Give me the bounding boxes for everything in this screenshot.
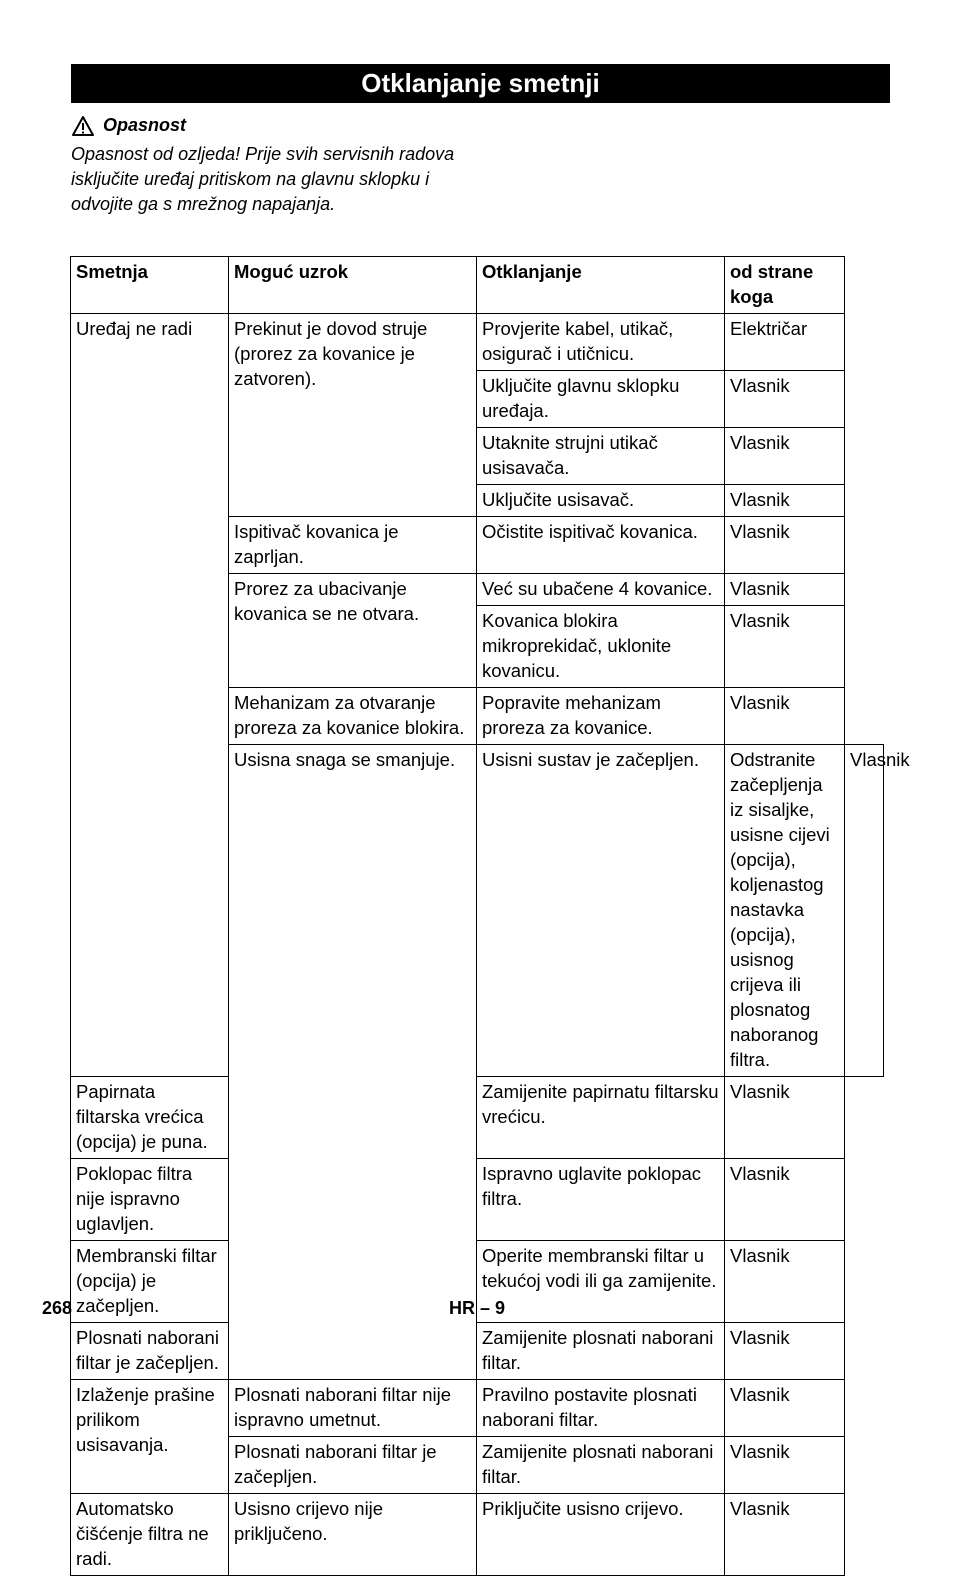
remedy-cell: Zamijenite plosnati naborani filtar. <box>477 1437 725 1494</box>
column-header: od strane koga <box>725 257 845 314</box>
responsible-cell: Vlasnik <box>725 1159 845 1241</box>
column-header: Moguć uzrok <box>229 257 477 314</box>
cause-cell: Plosnati naborani filtar je začepljen. <box>71 1323 229 1380</box>
cause-cell: Plosnati naborani filtar je začepljen. <box>229 1437 477 1494</box>
responsible-cell: Vlasnik <box>725 1077 845 1159</box>
remedy-cell: Provjerite kabel, utikač, osigurač i utičnicu. <box>477 314 725 371</box>
warning-text: Opasnost od ozljeda! Prije svih servisnih radova isključite uređaj pritiskom na glavnu sklopku i odvojite ga s mrežnog napajanja. <box>71 144 455 214</box>
cause-cell: Prorez za ubacivanje kovanica se ne otvara. <box>229 574 477 688</box>
table-row <box>71 1077 884 1159</box>
table-row <box>71 1380 884 1437</box>
cause-cell: Papirnata filtarska vrećica (opcija) je puna. <box>71 1077 229 1159</box>
cause-cell: Usisno crijevo nije priključeno. <box>229 1494 477 1576</box>
cause-cell: Mehanizam za otvaranje proreza za kovanice blokira. <box>229 688 477 745</box>
remedy-cell: Kovanica blokira mikroprekidač, uklonite kovanicu. <box>477 606 725 688</box>
warning-heading <box>71 113 491 138</box>
cause-cell: Membranski filtar (opcija) je začepljen. <box>71 1241 229 1323</box>
fault-cell: Automatsko čišćenje filtra ne radi. <box>71 1494 229 1576</box>
responsible-cell: Vlasnik <box>725 1494 845 1576</box>
remedy-cell: Uključite usisavač. <box>477 485 725 517</box>
cause-cell: Usisni sustav je začepljen. <box>477 745 725 1077</box>
troubleshooting-table <box>70 256 910 1576</box>
responsible-cell: Vlasnik <box>725 1241 845 1323</box>
table-row <box>71 314 884 371</box>
fault-cell: Usisna snaga se smanjuje. <box>229 745 477 1380</box>
table-row <box>71 1159 884 1241</box>
page-title: Otklanjanje smetnji <box>71 64 890 103</box>
table-row <box>71 1323 884 1380</box>
responsible-cell: Vlasnik <box>725 517 845 574</box>
remedy-cell: Uključite glavnu sklopku uređaja. <box>477 371 725 428</box>
responsible-cell: Vlasnik <box>725 428 845 485</box>
responsible-cell: Vlasnik <box>725 688 845 745</box>
remedy-cell: Već su ubačene 4 kovanice. <box>477 574 725 606</box>
remedy-cell: Ispravno uglavite poklopac filtra. <box>477 1159 725 1241</box>
warning-heading-text: Opasnost <box>103 115 187 135</box>
responsible-cell: Vlasnik <box>725 574 845 606</box>
responsible-cell: Električar <box>725 314 845 371</box>
responsible-cell: Vlasnik <box>845 745 884 1077</box>
column-header: Smetnja <box>71 257 229 314</box>
remedy-cell: Operite membranski filtar u tekućoj vodi ili ga zamijenite. <box>477 1241 725 1323</box>
fault-cell: Izlaženje prašine prilikom usisavanja. <box>71 1380 229 1494</box>
remedy-cell: Utaknite strujni utikač usisavača. <box>477 428 725 485</box>
remedy-cell: Pravilno postavite plosnati naborani filtar. <box>477 1380 725 1437</box>
warning-block <box>71 113 491 217</box>
cause-cell: Prekinut je dovod struje (prorez za kovanice je zatvoren). <box>229 314 477 517</box>
remedy-cell: Priključite usisno crijevo. <box>477 1494 725 1576</box>
responsible-cell: Vlasnik <box>725 606 845 688</box>
remedy-cell: Odstranite začepljenja iz sisaljke, usisne cijevi (opcija), koljenastog nastavka (opcija), usisnog crijeva ili plosnatog naboranog filtra. <box>725 745 845 1077</box>
cause-cell: Poklopac filtra nije ispravno uglavljen. <box>71 1159 229 1241</box>
warning-triangle-icon <box>71 115 95 137</box>
remedy-cell: Zamijenite plosnati naborani filtar. <box>477 1323 725 1380</box>
cause-cell: Ispitivač kovanica je zaprljan. <box>229 517 477 574</box>
responsible-cell: Vlasnik <box>725 1380 845 1437</box>
column-header: Otklanjanje <box>477 257 725 314</box>
remedy-cell: Zamijenite papirnatu filtarsku vrećicu. <box>477 1077 725 1159</box>
remedy-cell: Popravite mehanizam proreza za kovanice. <box>477 688 725 745</box>
table-header-row <box>71 257 884 314</box>
page-number: 268 <box>42 1298 73 1318</box>
responsible-cell: Vlasnik <box>725 485 845 517</box>
responsible-cell: Vlasnik <box>725 371 845 428</box>
cause-cell: Plosnati naborani filtar nije ispravno umetnut. <box>229 1380 477 1437</box>
table-row <box>71 1494 884 1576</box>
fault-cell: Uređaj ne radi <box>71 314 229 1077</box>
remedy-cell: Očistite ispitivač kovanica. <box>477 517 725 574</box>
responsible-cell: Vlasnik <box>725 1323 845 1380</box>
language-page-label: HR – 9 <box>449 1298 506 1318</box>
responsible-cell: Vlasnik <box>725 1437 845 1494</box>
